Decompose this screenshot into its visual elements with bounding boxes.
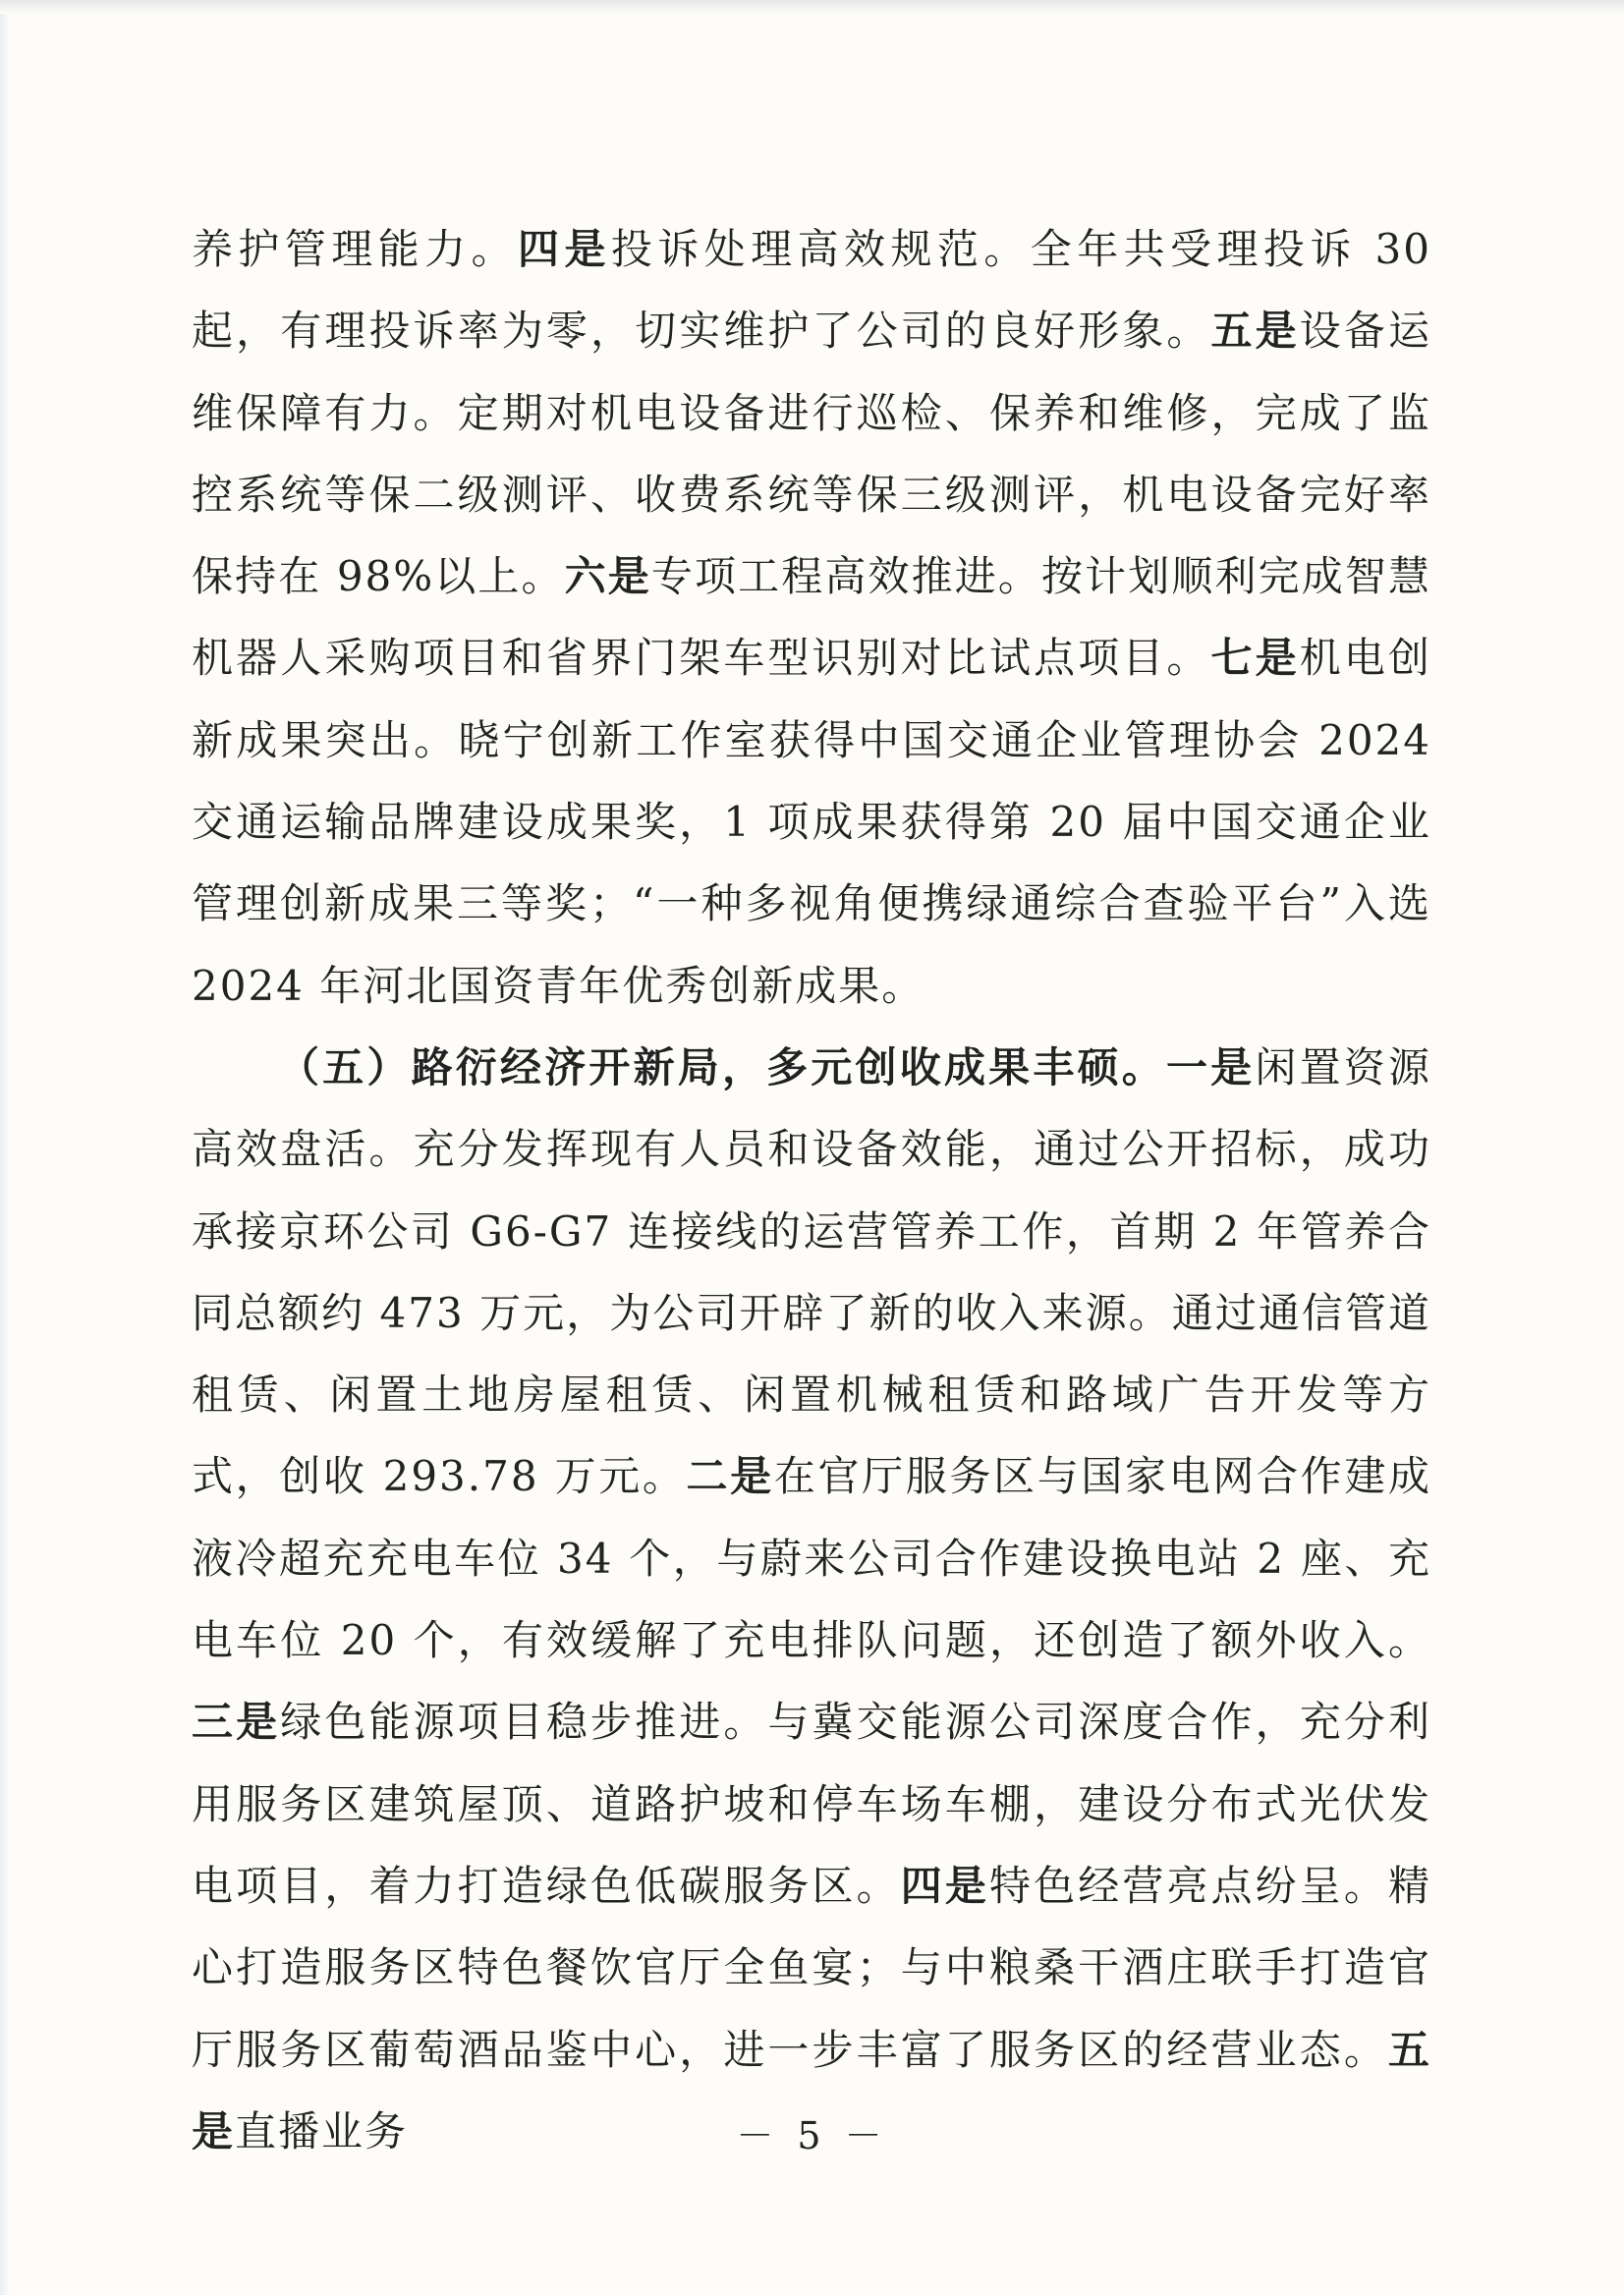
text-segment: 特色经营亮点纷呈。精心打造服务区特色餐饮官厅全鱼宴；与中粮桑干酒庄联手打造官厅服务区葡萄酒品鉴中心，进一步丰富了服务区的经营业态。 xyxy=(192,1861,1431,2074)
text-segment: 设备运维保障有力。定期对机电设备进行巡检、保养和维修，完成了监控系统等保二级测评、收费系统等保三级测评，机电设备完好率保持在 98%以上。 xyxy=(192,307,1431,601)
document-body xyxy=(192,208,1431,2172)
page-edge-shadow xyxy=(0,0,10,2295)
paragraph-2 xyxy=(192,1027,1431,2172)
text-segment-bold: 三是 xyxy=(192,1698,281,1747)
text-segment: 专项工程高效推进。按计划顺利完成智慧机器人采购项目和省界门架车型识别对比试点项目。 xyxy=(192,552,1431,683)
text-segment-bold: 七是 xyxy=(1210,634,1300,683)
text-segment: 投诉处理高效规范。全年共受理投诉 30 起，有理投诉率为零，切实维护了公司的良好形象。 xyxy=(192,225,1431,356)
text-segment-bold: 二是 xyxy=(686,1452,774,1501)
text-segment-bold: 四是 xyxy=(518,225,611,273)
page-top-shadow xyxy=(0,0,1624,14)
text-segment-bold: 六是 xyxy=(564,552,651,601)
text-segment: 机电创新成果突出。晓宁创新工作室获得中国交通企业管理协会 2024 交通运输品牌建设成果奖，1 项成果获得第 20 届中国交通企业管理创新成果三等奖；“一种多视角便携绿通综合查验平台”入选 2024 年河北国资青年优秀创新成果。 xyxy=(192,634,1431,1010)
text-segment-bold: 五是 xyxy=(1210,307,1300,356)
text-segment: 直播业务 xyxy=(235,2106,409,2155)
section-heading: （五）路衍经济开新局，多元创收成果丰硕。 xyxy=(278,1042,1166,1092)
text-segment-bold: 一是 xyxy=(1165,1042,1256,1092)
text-segment: 闲置资源高效盘活。充分发挥现有人员和设备效能，通过公开招标，成功承接京环公司 G6-G7 连接线的运营管养工作，首期 2 年管养合同总额约 473 万元，为公司开辟了新的收入来源。通过通信管道租赁、闲置土地房屋租赁、闲置机械租赁和路域广告开发等方式，创收 293.78 万元。 xyxy=(192,1042,1431,1501)
page-number: － 5 － xyxy=(736,2114,888,2157)
text-segment: 在官厅服务区与国家电网合作建成液冷超充充电车位 34 个，与蔚来公司合作建设换电站 2 座、充电车位 20 个，有效缓解了充电排队问题，还创造了额外收入。 xyxy=(192,1452,1431,1665)
text-segment-bold: 五是 xyxy=(192,2025,1431,2155)
text-segment: 绿色能源项目稳步推进。与冀交能源公司深度合作，充分利用服务区建筑屋顶、道路护坡和停车场车棚，建设分布式光伏发电项目，着力打造绿色低碳服务区。 xyxy=(192,1698,1431,1910)
paragraph-1 xyxy=(192,208,1431,1027)
text-segment: 养护管理能力。 xyxy=(192,225,519,273)
text-segment-bold: 四是 xyxy=(900,1861,989,1910)
